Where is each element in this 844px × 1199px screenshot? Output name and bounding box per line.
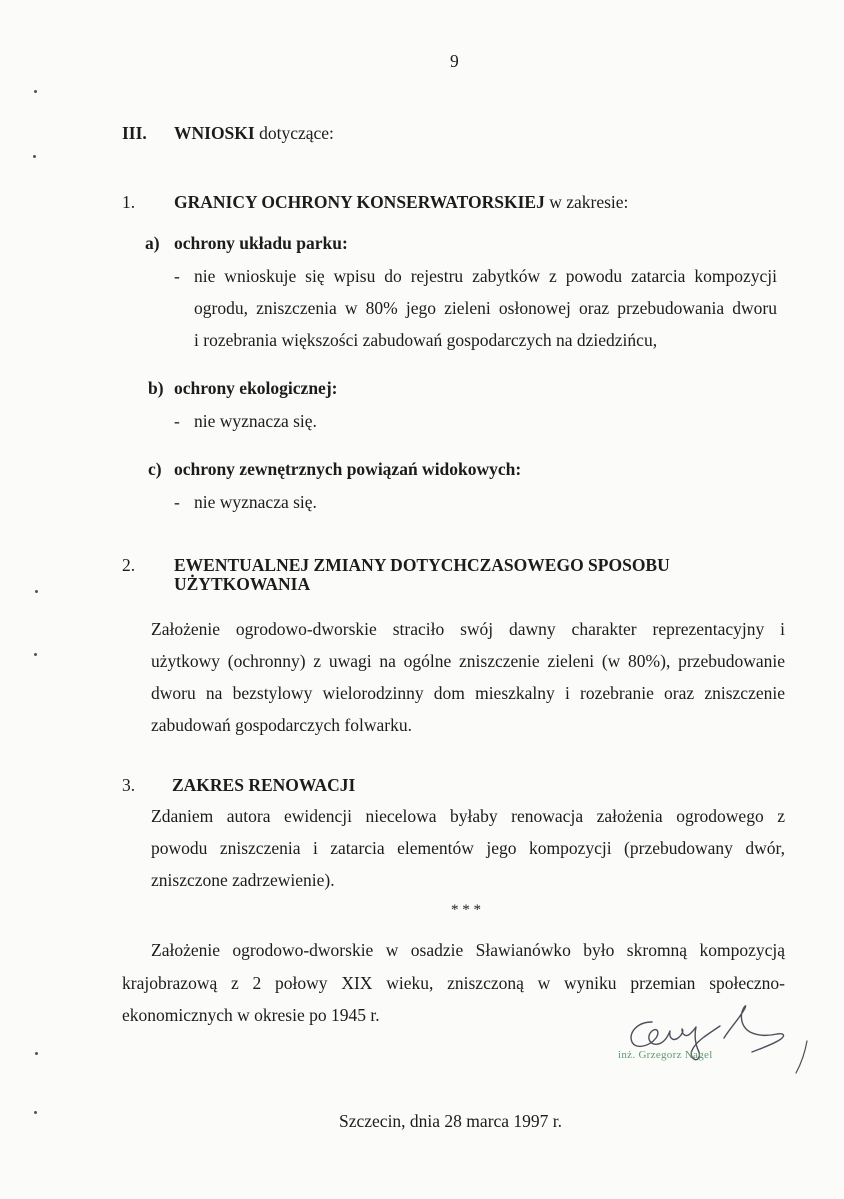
subitem-a-title: ochrony układu parku: xyxy=(174,233,348,253)
handwritten-signature xyxy=(612,1000,817,1080)
item3-paragraph-line: Zdaniem autora ewidencji niecelowa byłaby renowacja założenia ogrodowego z xyxy=(151,806,785,826)
subitem-a-line: i rozebrania większości zabudowań gospodarczych na dziedzińcu, xyxy=(194,330,658,350)
subitem-c-letter: c) xyxy=(148,459,162,479)
section-title: WNIOSKI xyxy=(174,123,255,143)
margin-speck xyxy=(35,590,38,593)
name-stamp: inż. Grzegorz Nagel xyxy=(618,1049,713,1061)
subitem-c-heading xyxy=(148,459,521,480)
margin-speck xyxy=(34,653,37,656)
margin-speck xyxy=(33,155,36,158)
item3-title: ZAKRES RENOWACJI xyxy=(172,775,356,795)
item1-title-rest: w zakresie: xyxy=(549,192,629,212)
item2-title-line: EWENTUALNEJ ZMIANY DOTYCHCZASOWEGO SPOSOBU xyxy=(174,555,670,575)
conclusion-line: ekonomicznych w okresie po 1945 r. xyxy=(122,1005,380,1025)
margin-speck xyxy=(34,90,37,93)
subitem-a-line: ogrodu, zniszczenia w 80% jego zieleni osłonowej oraz przebudowania dworu xyxy=(194,298,777,318)
conclusion-line: Założenie ogrodowo-dworskie w osadzie Sławianówko było skromną kompozycją xyxy=(151,940,785,960)
subitem-c-title: ochrony zewnętrznych powiązań widokowych: xyxy=(174,459,522,479)
section-heading xyxy=(122,123,334,144)
item2-paragraph-line: zabudowań gospodarczych folwarku. xyxy=(151,715,412,735)
subitem-b-title: ochrony ekologicznej: xyxy=(174,378,338,398)
item2-paragraph-line: Założenie ogrodowo-dworskie straciło swój dawny charakter reprezentacyjny i xyxy=(151,619,785,639)
item2-paragraph-line: użytkowy (ochronny) z uwagi na ogólne zniszczenie zieleni (w 80%), przebudowanie xyxy=(151,651,785,671)
page-number: 9 xyxy=(450,51,459,71)
item1-number: 1. xyxy=(122,192,136,212)
subitem-b-dash: - xyxy=(174,411,180,431)
item1-title: GRANICY OCHRONY KONSERWATORSKIEJ xyxy=(174,192,545,212)
margin-speck xyxy=(35,1052,38,1055)
item1-heading xyxy=(122,192,628,213)
place-date-footer: Szczecin, dnia 28 marca 1997 r. xyxy=(339,1111,563,1131)
subitem-c-dash: - xyxy=(174,492,180,512)
item2-title-line: UŻYTKOWANIA xyxy=(174,574,311,594)
item3-paragraph-line: powodu zniszczenia i zatarcia elementów jego kompozycji (przebudowany dwór, xyxy=(151,838,785,858)
subitem-b-text: nie wyznacza się. xyxy=(194,411,317,431)
subitem-a-line: nie wnioskuje się wpisu do rejestru zabytków z powodu zatarcia kompozycji xyxy=(194,266,777,286)
item2-number: 2. xyxy=(122,555,136,575)
margin-speck xyxy=(34,1111,37,1114)
section-numeral: III. xyxy=(122,123,147,143)
subitem-c-text: nie wyznacza się. xyxy=(194,492,317,512)
item2-paragraph-line: dworu na bezstylowy wielorodzinny dom mieszkalny i rozebranie oraz zniszczenie xyxy=(151,683,785,703)
item3-paragraph-line: zniszczone zadrzewienie). xyxy=(151,870,335,890)
section-title-rest: dotyczące: xyxy=(259,123,334,143)
section-separator: * * * xyxy=(451,902,481,918)
item3-number: 3. xyxy=(122,775,136,795)
subitem-b-heading xyxy=(148,378,337,399)
subitem-b-letter: b) xyxy=(148,378,164,398)
subitem-a-letter: a) xyxy=(145,233,160,253)
subitem-a-heading xyxy=(145,233,348,254)
subitem-a-dash: - xyxy=(174,266,180,286)
conclusion-line: krajobrazową z 2 połowy XIX wieku, zniszczoną w wyniku przemian społeczno- xyxy=(122,973,785,993)
